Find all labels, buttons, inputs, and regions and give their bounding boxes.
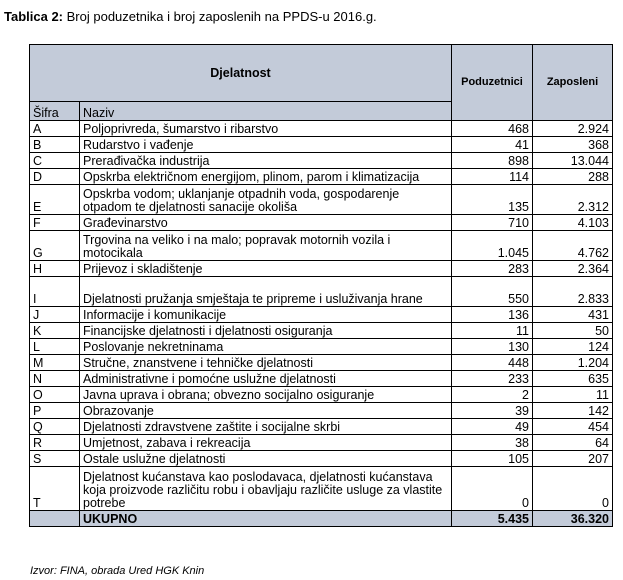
row-employees: 2.924 [533, 121, 613, 137]
row-employees: 1.204 [533, 355, 613, 371]
row-code: L [30, 339, 80, 355]
row-employees: 288 [533, 169, 613, 185]
row-name: Administrativne i pomoćne uslužne djelatnosti [80, 371, 452, 387]
row-employees: 207 [533, 451, 613, 467]
table-row [30, 403, 613, 419]
table-row [30, 153, 613, 169]
table-body [30, 121, 613, 511]
table-row [30, 371, 613, 387]
row-code: S [30, 451, 80, 467]
total-code-cell [30, 511, 80, 527]
row-employees: 368 [533, 137, 613, 153]
row-name: Prerađivačka industrija [80, 153, 452, 169]
row-name: Djelatnosti pružanja smještaja te pripreme i usluživanja hrane [80, 277, 452, 307]
header-sifra: Šifra [30, 102, 80, 121]
row-entrepreneurs: 130 [452, 339, 533, 355]
row-entrepreneurs: 38 [452, 435, 533, 451]
row-code: C [30, 153, 80, 169]
table-row [30, 215, 613, 231]
row-entrepreneurs: 136 [452, 307, 533, 323]
table-row [30, 121, 613, 137]
row-entrepreneurs: 2 [452, 387, 533, 403]
row-code: F [30, 215, 80, 231]
row-name: Poslovanje nekretninama [80, 339, 452, 355]
table-row [30, 467, 613, 511]
data-table [29, 44, 613, 527]
row-name: Poljoprivreda, šumarstvo i ribarstvo [80, 121, 452, 137]
table-row [30, 323, 613, 339]
row-code: K [30, 323, 80, 339]
row-name: Obrazovanje [80, 403, 452, 419]
row-entrepreneurs: 1.045 [452, 231, 533, 261]
row-name: Opskrba električnom energijom, plinom, parom i klimatizacija [80, 169, 452, 185]
row-name: Rudarstvo i vađenje [80, 137, 452, 153]
row-entrepreneurs: 898 [452, 153, 533, 169]
row-entrepreneurs: 105 [452, 451, 533, 467]
row-name: Stručne, znanstvene i tehničke djelatnosti [80, 355, 452, 371]
row-entrepreneurs: 468 [452, 121, 533, 137]
row-entrepreneurs: 550 [452, 277, 533, 307]
row-employees: 11 [533, 387, 613, 403]
row-name: Financijske djelatnosti i djelatnosti osiguranja [80, 323, 452, 339]
total-label: UKUPNO [80, 511, 452, 527]
source-note: Izvor: FINA, obrada Ured HGK Knin [30, 565, 205, 577]
total-row [30, 511, 613, 527]
row-name: Umjetnost, zabava i rekreacija [80, 435, 452, 451]
row-name: Ostale uslužne djelatnosti [80, 451, 452, 467]
row-code: J [30, 307, 80, 323]
table-row [30, 339, 613, 355]
total-entrepreneurs: 5.435 [452, 511, 533, 527]
row-code: B [30, 137, 80, 153]
row-employees: 2.833 [533, 277, 613, 307]
row-entrepreneurs: 0 [452, 467, 533, 511]
row-entrepreneurs: 233 [452, 371, 533, 387]
row-employees: 4.103 [533, 215, 613, 231]
row-code: D [30, 169, 80, 185]
row-entrepreneurs: 39 [452, 403, 533, 419]
row-name: Građevinarstvo [80, 215, 452, 231]
table-row [30, 355, 613, 371]
row-employees: 0 [533, 467, 613, 511]
header-djelatnost: Djelatnost [30, 45, 452, 102]
row-code: M [30, 355, 80, 371]
row-employees: 4.762 [533, 231, 613, 261]
caption-text: Broj poduzetnika i broj zaposlenih na PPDS-u 2016.g. [66, 9, 377, 24]
row-employees: 13.044 [533, 153, 613, 169]
table-row [30, 261, 613, 277]
header-poduzetnici: Poduzetnici [452, 45, 533, 121]
row-employees: 635 [533, 371, 613, 387]
row-name: Javna uprava i obrana; obvezno socijalno osiguranje [80, 387, 452, 403]
row-employees: 2.364 [533, 261, 613, 277]
row-name: Prijevoz i skladištenje [80, 261, 452, 277]
table-caption [4, 9, 377, 24]
row-code: E [30, 185, 80, 215]
row-code: Q [30, 419, 80, 435]
row-employees: 50 [533, 323, 613, 339]
row-name: Trgovina na veliko i na malo; popravak motornih vozila i motocikala [80, 231, 452, 261]
caption-label: Tablica 2: [4, 9, 64, 24]
row-employees: 454 [533, 419, 613, 435]
table-row [30, 419, 613, 435]
table-row [30, 137, 613, 153]
row-entrepreneurs: 135 [452, 185, 533, 215]
row-entrepreneurs: 114 [452, 169, 533, 185]
row-code: G [30, 231, 80, 261]
header-naziv: Naziv [80, 102, 452, 121]
row-code: P [30, 403, 80, 419]
table-row [30, 231, 613, 261]
table-row [30, 277, 613, 307]
row-name: Djelatnosti zdravstvene zaštite i socijalne skrbi [80, 419, 452, 435]
row-entrepreneurs: 710 [452, 215, 533, 231]
row-name: Opskrba vodom; uklanjanje otpadnih voda, gospodarenje otpadom te djelatnosti sanacije okoliša [80, 185, 452, 215]
row-employees: 431 [533, 307, 613, 323]
row-name: Djelatnost kućanstava kao poslodavaca, djelatnosti kućanstava koja proizvode različitu robu i obavljaju različite usluge za vlastite potrebe [80, 467, 452, 511]
table-row [30, 451, 613, 467]
table-row [30, 387, 613, 403]
table-row [30, 185, 613, 215]
row-entrepreneurs: 448 [452, 355, 533, 371]
row-entrepreneurs: 283 [452, 261, 533, 277]
row-employees: 124 [533, 339, 613, 355]
total-employees: 36.320 [533, 511, 613, 527]
row-entrepreneurs: 11 [452, 323, 533, 339]
table-row [30, 307, 613, 323]
row-entrepreneurs: 49 [452, 419, 533, 435]
row-employees: 64 [533, 435, 613, 451]
header-zaposleni: Zaposleni [533, 45, 613, 121]
table-row [30, 435, 613, 451]
table-row [30, 169, 613, 185]
row-employees: 2.312 [533, 185, 613, 215]
row-code: O [30, 387, 80, 403]
row-employees: 142 [533, 403, 613, 419]
row-code: N [30, 371, 80, 387]
row-entrepreneurs: 41 [452, 137, 533, 153]
row-code: A [30, 121, 80, 137]
row-name: Informacije i komunikacije [80, 307, 452, 323]
row-code: T [30, 467, 80, 511]
row-code: R [30, 435, 80, 451]
row-code: H [30, 261, 80, 277]
row-code: I [30, 277, 80, 307]
